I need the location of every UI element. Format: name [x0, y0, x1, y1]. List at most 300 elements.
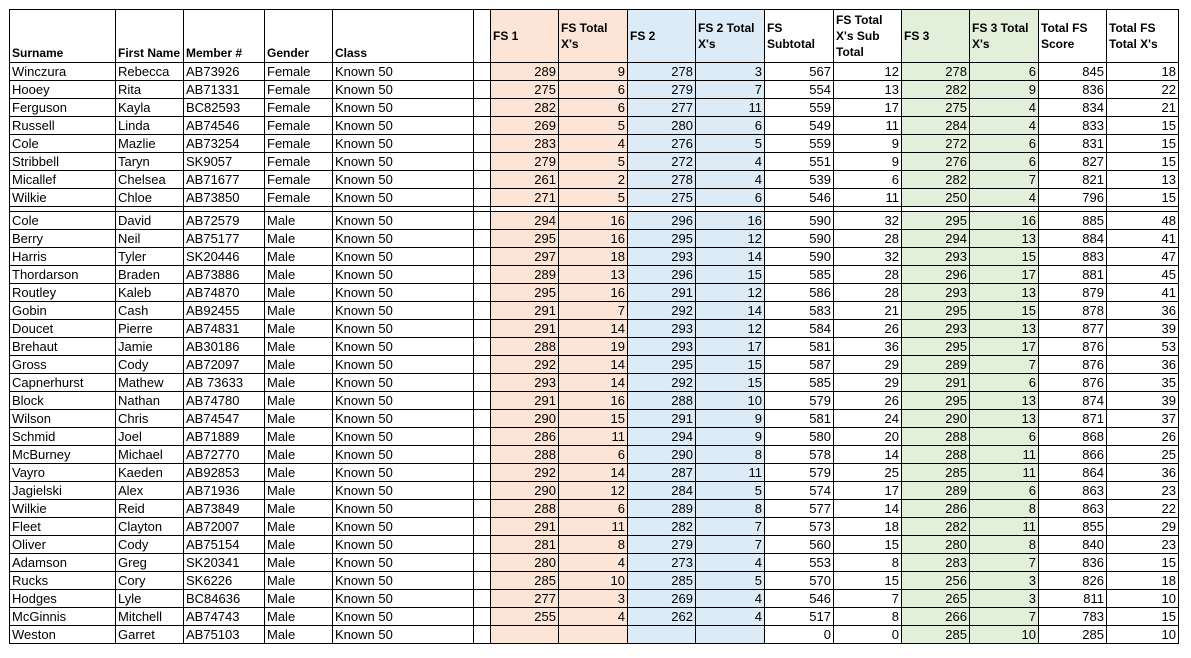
table-cell: Kaeden [116, 464, 184, 482]
table-cell: McBurney [10, 446, 116, 464]
table-cell: 826 [1039, 572, 1107, 590]
table-cell: Pierre [116, 320, 184, 338]
table-cell: 288 [902, 446, 970, 464]
table-cell: 4 [696, 171, 765, 189]
table-cell: Male [265, 320, 333, 338]
table-cell: 291 [902, 374, 970, 392]
table-cell: 291 [628, 284, 696, 302]
table-cell: 8 [696, 500, 765, 518]
table-cell [474, 248, 491, 266]
table-cell: 15 [1107, 608, 1179, 626]
table-cell: Capnerhurst [10, 374, 116, 392]
table-cell: 24 [834, 410, 902, 428]
table-cell: 876 [1039, 338, 1107, 356]
table-cell: Male [265, 410, 333, 428]
table-row [10, 608, 1179, 626]
table-cell: Known 50 [333, 212, 474, 230]
table-cell: 7 [970, 608, 1039, 626]
table-cell: Mazlie [116, 135, 184, 153]
table-cell: 275 [902, 99, 970, 117]
table-cell: SK6226 [184, 572, 265, 590]
table-cell: 6 [559, 446, 628, 464]
table-cell: 292 [628, 302, 696, 320]
table-cell: Known 50 [333, 189, 474, 207]
table-cell: Female [265, 135, 333, 153]
table-cell: 295 [902, 212, 970, 230]
table-cell [474, 230, 491, 248]
table-cell: Adamson [10, 554, 116, 572]
table-cell: 293 [902, 248, 970, 266]
table-cell [474, 356, 491, 374]
table-cell: AB73254 [184, 135, 265, 153]
table-cell: 6 [559, 81, 628, 99]
header-cell: Surname [10, 10, 116, 63]
table-cell: 278 [628, 171, 696, 189]
table-cell: 295 [628, 356, 696, 374]
table-cell: 14 [559, 374, 628, 392]
table-cell: SK20446 [184, 248, 265, 266]
table-cell [474, 572, 491, 590]
table-cell: 293 [902, 284, 970, 302]
table-cell: 590 [765, 230, 834, 248]
table-cell: 289 [491, 63, 559, 81]
table-cell: Male [265, 482, 333, 500]
table-cell: Schmid [10, 428, 116, 446]
table-cell: Kaleb [116, 284, 184, 302]
table-cell: BC82593 [184, 99, 265, 117]
table-cell: 21 [1107, 99, 1179, 117]
table-cell: 7 [834, 590, 902, 608]
table-cell: 285 [902, 464, 970, 482]
table-cell: 6 [970, 482, 1039, 500]
table-cell: 29 [834, 374, 902, 392]
header-cell: FS 2 Total X's [696, 10, 765, 63]
table-cell: 280 [628, 117, 696, 135]
table-cell: Linda [116, 117, 184, 135]
table-cell: 855 [1039, 518, 1107, 536]
table-cell: 4 [696, 554, 765, 572]
table-cell [696, 626, 765, 644]
table-cell: 6 [970, 63, 1039, 81]
table-row [10, 590, 1179, 608]
table-row [10, 171, 1179, 189]
table-cell: Chris [116, 410, 184, 428]
table-cell: 15 [696, 356, 765, 374]
table-cell: Vayro [10, 464, 116, 482]
table-cell: Cody [116, 356, 184, 374]
table-cell: 36 [1107, 356, 1179, 374]
table-cell: AB75154 [184, 536, 265, 554]
table-cell [474, 338, 491, 356]
table-cell: AB74546 [184, 117, 265, 135]
table-cell: 12 [559, 482, 628, 500]
table-cell: AB75177 [184, 230, 265, 248]
table-cell: Greg [116, 554, 184, 572]
table-cell: Known 50 [333, 446, 474, 464]
table-cell: 6 [970, 428, 1039, 446]
table-cell [474, 81, 491, 99]
table-cell: AB74831 [184, 320, 265, 338]
table-cell: 14 [696, 302, 765, 320]
table-cell: Mitchell [116, 608, 184, 626]
table-cell [474, 135, 491, 153]
table-cell: 25 [1107, 446, 1179, 464]
table-cell: 275 [491, 81, 559, 99]
table-row [10, 518, 1179, 536]
table-cell: 293 [628, 320, 696, 338]
table-cell: 280 [491, 554, 559, 572]
table-row [10, 446, 1179, 464]
table-cell: 2 [559, 171, 628, 189]
table-cell: Fleet [10, 518, 116, 536]
table-cell: Known 50 [333, 248, 474, 266]
table-row [10, 248, 1179, 266]
table-cell: 9 [834, 153, 902, 171]
table-cell: 6 [696, 117, 765, 135]
table-cell: 876 [1039, 356, 1107, 374]
table-cell: 863 [1039, 482, 1107, 500]
table-cell: 295 [628, 230, 696, 248]
table-cell: 811 [1039, 590, 1107, 608]
table-cell: 17 [970, 266, 1039, 284]
table-cell: 295 [902, 392, 970, 410]
table-cell: 577 [765, 500, 834, 518]
table-cell: 282 [491, 99, 559, 117]
table-cell: 15 [696, 266, 765, 284]
female-results [10, 63, 1179, 207]
table-cell: 15 [1107, 153, 1179, 171]
table-cell: 11 [970, 518, 1039, 536]
table-cell: 15 [1107, 189, 1179, 207]
table-cell [474, 446, 491, 464]
table-cell: 11 [834, 117, 902, 135]
table-cell [491, 626, 559, 644]
table-row [10, 392, 1179, 410]
table-cell: 578 [765, 446, 834, 464]
table-cell: 863 [1039, 500, 1107, 518]
table-cell: 559 [765, 99, 834, 117]
table-cell: 836 [1039, 554, 1107, 572]
table-cell: 14 [559, 464, 628, 482]
table-row [10, 626, 1179, 644]
table-cell: 8 [696, 446, 765, 464]
table-row [10, 482, 1179, 500]
table-cell: 553 [765, 554, 834, 572]
table-cell: 36 [834, 338, 902, 356]
table-cell: 7 [970, 554, 1039, 572]
table-cell [474, 302, 491, 320]
table-cell: AB72770 [184, 446, 265, 464]
spacer-header-cell [474, 10, 491, 63]
table-cell: 573 [765, 518, 834, 536]
table-cell: 821 [1039, 171, 1107, 189]
table-cell: 4 [970, 117, 1039, 135]
table-cell: 29 [1107, 518, 1179, 536]
table-cell: Wilkie [10, 500, 116, 518]
table-cell: 5 [696, 482, 765, 500]
table-cell: 567 [765, 63, 834, 81]
table-cell: 4 [696, 608, 765, 626]
table-cell: 291 [491, 392, 559, 410]
table-cell: 255 [491, 608, 559, 626]
table-cell: 7 [696, 518, 765, 536]
table-cell: 283 [902, 554, 970, 572]
table-cell: 278 [628, 63, 696, 81]
table-cell: 590 [765, 248, 834, 266]
table-cell [474, 189, 491, 207]
table-cell: 16 [970, 212, 1039, 230]
table-cell: Male [265, 572, 333, 590]
table-cell: 20 [834, 428, 902, 446]
header-cell: Class [333, 10, 474, 63]
table-cell: Known 50 [333, 572, 474, 590]
table-cell: AB71889 [184, 428, 265, 446]
table-cell: 14 [559, 320, 628, 338]
table-cell: Stribbell [10, 153, 116, 171]
table-cell [474, 284, 491, 302]
table-cell: 834 [1039, 99, 1107, 117]
table-cell: 585 [765, 374, 834, 392]
table-cell [559, 626, 628, 644]
table-cell: 5 [696, 572, 765, 590]
table-cell: 290 [491, 410, 559, 428]
table-cell: 16 [559, 284, 628, 302]
table-cell [474, 117, 491, 135]
table-cell: Block [10, 392, 116, 410]
table-cell: 291 [628, 410, 696, 428]
table-cell: Known 50 [333, 626, 474, 644]
table-cell: 285 [1039, 626, 1107, 644]
table-cell: 879 [1039, 284, 1107, 302]
table-cell: 266 [902, 608, 970, 626]
table-cell: 876 [1039, 374, 1107, 392]
table-cell [474, 392, 491, 410]
table-cell: Known 50 [333, 135, 474, 153]
table-cell: SK20341 [184, 554, 265, 572]
table-cell: 14 [559, 356, 628, 374]
table-cell: Known 50 [333, 374, 474, 392]
table-cell: 840 [1039, 536, 1107, 554]
table-cell: 28 [834, 230, 902, 248]
table-cell: 261 [491, 171, 559, 189]
results-table [9, 9, 1179, 644]
table-cell: 291 [491, 320, 559, 338]
table-cell: 6 [970, 135, 1039, 153]
table-cell: 36 [1107, 302, 1179, 320]
table-cell: 279 [628, 536, 696, 554]
table-cell: 45 [1107, 266, 1179, 284]
table-cell: 9 [696, 410, 765, 428]
table-cell: 12 [696, 230, 765, 248]
table-row [10, 410, 1179, 428]
table-cell: 10 [1107, 590, 1179, 608]
table-cell: Known 50 [333, 518, 474, 536]
table-row [10, 117, 1179, 135]
table-cell: 864 [1039, 464, 1107, 482]
table-cell: 294 [902, 230, 970, 248]
table-cell: 273 [628, 554, 696, 572]
table-cell: 8 [834, 608, 902, 626]
table-cell: Known 50 [333, 338, 474, 356]
table-row [10, 212, 1179, 230]
table-cell: 39 [1107, 392, 1179, 410]
table-cell [474, 153, 491, 171]
table-cell [474, 554, 491, 572]
table-cell: AB 73633 [184, 374, 265, 392]
header-cell: FS 2 [628, 10, 696, 63]
table-cell: AB72097 [184, 356, 265, 374]
table-cell: 289 [902, 356, 970, 374]
header-cell: FS 3 [902, 10, 970, 63]
table-cell: 32 [834, 248, 902, 266]
table-cell: 53 [1107, 338, 1179, 356]
table-cell: 16 [559, 392, 628, 410]
table-cell: 282 [628, 518, 696, 536]
table-cell: AB92455 [184, 302, 265, 320]
table-cell: 286 [491, 428, 559, 446]
table-cell: 29 [834, 356, 902, 374]
table-cell: Known 50 [333, 410, 474, 428]
table-cell: 18 [1107, 63, 1179, 81]
table-row [10, 320, 1179, 338]
table-cell: AB74743 [184, 608, 265, 626]
table-cell: 14 [834, 500, 902, 518]
header-cell: Total FS Total X's [1107, 10, 1179, 63]
table-cell: Known 50 [333, 482, 474, 500]
table-cell: 4 [696, 153, 765, 171]
table-cell: 22 [1107, 500, 1179, 518]
table-cell: Male [265, 374, 333, 392]
table-cell: Male [265, 518, 333, 536]
table-cell: 41 [1107, 284, 1179, 302]
table-row [10, 135, 1179, 153]
table-cell: 285 [628, 572, 696, 590]
table-cell: McGinnis [10, 608, 116, 626]
table-cell: Male [265, 626, 333, 644]
table-cell: 5 [559, 153, 628, 171]
table-cell: 9 [834, 135, 902, 153]
table-cell: AB73926 [184, 63, 265, 81]
table-row [10, 99, 1179, 117]
table-cell: 39 [1107, 320, 1179, 338]
table-cell: Male [265, 536, 333, 554]
table-cell: Jamie [116, 338, 184, 356]
table-cell: 13 [970, 392, 1039, 410]
table-cell: 11 [696, 464, 765, 482]
table-cell [474, 320, 491, 338]
table-cell: AB73886 [184, 266, 265, 284]
table-cell: AB30186 [184, 338, 265, 356]
table-cell: Male [265, 284, 333, 302]
table-cell: 288 [902, 428, 970, 446]
header-cell: FS Total X's Sub Total [834, 10, 902, 63]
table-cell: Cash [116, 302, 184, 320]
table-cell: Garret [116, 626, 184, 644]
table-cell: 18 [1107, 572, 1179, 590]
table-cell: 262 [628, 608, 696, 626]
table-cell: 290 [628, 446, 696, 464]
table-cell: 19 [559, 338, 628, 356]
table-cell: 295 [491, 284, 559, 302]
table-cell: 269 [628, 590, 696, 608]
table-cell: 47 [1107, 248, 1179, 266]
table-cell: 574 [765, 482, 834, 500]
table-cell: Female [265, 81, 333, 99]
table-cell: 288 [491, 446, 559, 464]
table-cell: 269 [491, 117, 559, 135]
table-cell: Michael [116, 446, 184, 464]
table-cell: 26 [1107, 428, 1179, 446]
table-cell: 554 [765, 81, 834, 99]
table-cell: 293 [628, 338, 696, 356]
table-row [10, 500, 1179, 518]
table-cell: 296 [628, 266, 696, 284]
table-cell: 579 [765, 464, 834, 482]
table-cell: 41 [1107, 230, 1179, 248]
table-cell: Hodges [10, 590, 116, 608]
table-cell: 3 [970, 572, 1039, 590]
table-cell: 13 [559, 266, 628, 284]
table-cell: 13 [970, 284, 1039, 302]
table-row [10, 338, 1179, 356]
table-cell: 277 [491, 590, 559, 608]
table-cell: 551 [765, 153, 834, 171]
table-cell: Gobin [10, 302, 116, 320]
table-cell: Male [265, 464, 333, 482]
table-cell: Chloe [116, 189, 184, 207]
header-cell: Total FS Score [1039, 10, 1107, 63]
table-cell: 294 [491, 212, 559, 230]
table-cell: Known 50 [333, 171, 474, 189]
table-cell: 3 [696, 63, 765, 81]
table-cell: 12 [834, 63, 902, 81]
table-cell: 836 [1039, 81, 1107, 99]
table-cell: Cole [10, 212, 116, 230]
table-cell: 289 [491, 266, 559, 284]
table-cell: 546 [765, 590, 834, 608]
table-cell: Kayla [116, 99, 184, 117]
table-cell: 35 [1107, 374, 1179, 392]
header-cell: First Name [116, 10, 184, 63]
table-cell: 7 [970, 171, 1039, 189]
table-cell: 585 [765, 266, 834, 284]
table-cell: 272 [902, 135, 970, 153]
table-cell: 833 [1039, 117, 1107, 135]
table-cell: 272 [628, 153, 696, 171]
header-cell: Member # [184, 10, 265, 63]
table-row [10, 63, 1179, 81]
table-cell: 13 [970, 320, 1039, 338]
table-cell: Gross [10, 356, 116, 374]
table-cell: 294 [628, 428, 696, 446]
table-cell: 283 [491, 135, 559, 153]
table-cell: AB74780 [184, 392, 265, 410]
table-cell: 278 [902, 63, 970, 81]
table-cell: Male [265, 428, 333, 446]
table-cell: 579 [765, 392, 834, 410]
table-cell: Doucet [10, 320, 116, 338]
table-cell: 15 [696, 374, 765, 392]
table-cell: 25 [834, 464, 902, 482]
table-cell: 883 [1039, 248, 1107, 266]
table-cell: 281 [491, 536, 559, 554]
table-cell: 6 [970, 374, 1039, 392]
table-cell: 6 [559, 500, 628, 518]
table-cell: Reid [116, 500, 184, 518]
table-cell: Male [265, 500, 333, 518]
table-cell: 9 [559, 63, 628, 81]
table-cell: 580 [765, 428, 834, 446]
